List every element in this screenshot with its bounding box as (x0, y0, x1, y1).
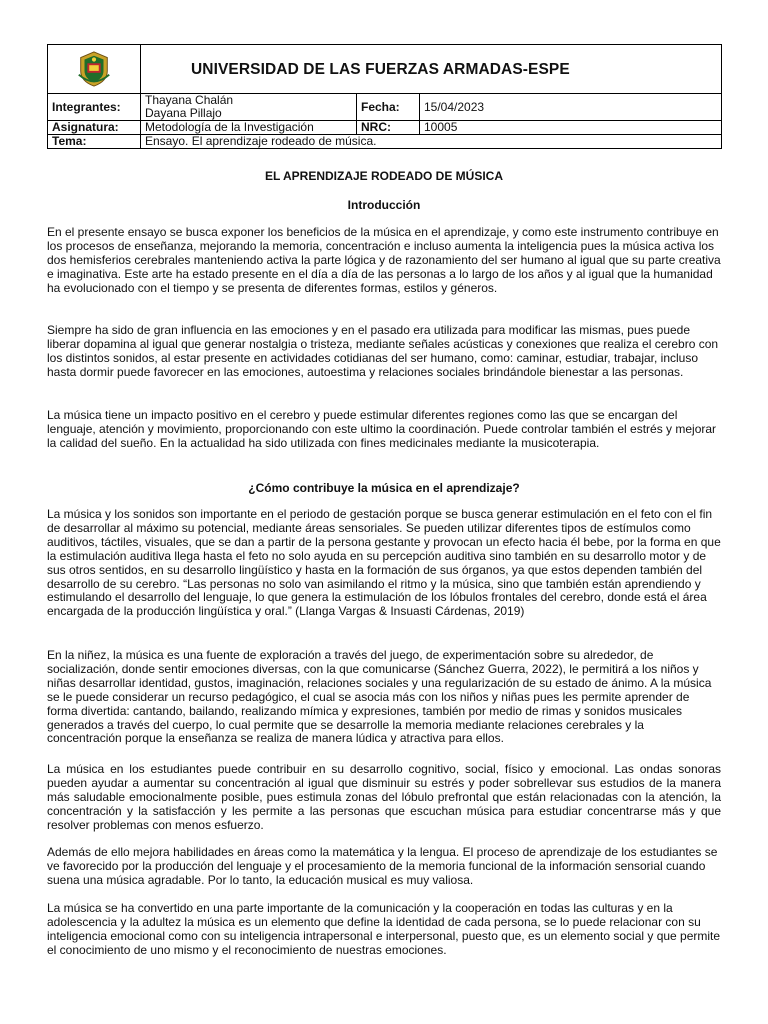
tema-value: Ensayo. El aprendizaje rodeado de música. (141, 135, 722, 149)
label-tema: Tema: (48, 135, 141, 149)
label-integrantes: Integrantes: (48, 94, 141, 121)
intro-heading: Introducción (347, 198, 421, 212)
integrante-name: Thayana Chalán (145, 93, 234, 107)
asignatura-value: Metodología de la Investigación (141, 121, 357, 135)
fecha-value: 15/04/2023 (420, 94, 722, 121)
document-title: EL APRENDIZAJE RODEADO DE MÚSICA (264, 169, 504, 183)
paragraph: La música tiene un impacto positivo en el cerebro y puede estimular diferentes regiones como las que se encargan del lenguaje, atención y movimiento, proporcionando con este ultimo la coordinación. Puede controlar también el estrés y mejorar la calidad del sueño. En la actualidad ha sido utilizada con fines medicinales mediante la musicoterapia. (47, 408, 717, 450)
paragraph: La música y los sonidos son importante en el periodo de gestación porque se busca generar estimulación en el feto con el fin de desarrollar al máximo su potencial, mediante áreas sensoriales. Se pueden utilizar diferentes tipos de estímulos como auditivos, táctiles, visuales, que se dan a partir de la persona gestante y provocan un efecto hacia él bebe, por la forma en que la estimulación auditiva llega hasta el feto no solo ayuda en su percepción auditiva sino también en su desarrollo motor y de sus otros sentidos, en su desarrollo lingüístico y hasta en la formación de sus órganos, ya que estos dependen también del desarrollo de su cerebro. “Las personas no solo van asimilando el ritmo y la música, sino que también están aprendiendo y estimulando el desarrollo del lenguaje, lo que genera la estimulación de los lóbulos frontales del cerebro, donde está el área encargada de la producción lingüística y oral.” (Llanga Vargas & Insuasti Cárdenas, 2019) (47, 507, 721, 619)
label-fecha: Fecha: (357, 94, 420, 121)
section-heading: ¿Cómo contribuye la música en el aprendizaje? (248, 481, 520, 495)
label-nrc: NRC: (357, 121, 420, 135)
header-table (47, 44, 722, 149)
integrantes-value (141, 94, 357, 121)
integrante-name: Dayana Pillajo (145, 106, 222, 120)
paragraph: Además de ello mejora habilidades en áreas como la matemática y la lengua. El proceso de aprendizaje de los estudiantes se ve favorecido por la producción del lenguaje y el procesamiento de la memoria funcional de la información sensorial cuando suena una música agradable. Por lo tanto, la educación musical es muy valiosa. (47, 845, 718, 887)
logo-cell (48, 45, 141, 94)
paragraph: En la niñez, la música es una fuente de exploración a través del juego, de experimentación sobre su alrededor, de socialización, donde sentir emociones diversas, con la que comunicarse (Sánchez Guerra, 2022), le permitirá a los niños y niñas desarrollar identidad, gustos, imaginación, relaciones sociales y una regularización de su estado de ánimo. A la música se le puede considerar un recurso pedagógico, el cual se asocia más con los niños y niñas pues les permite aprender de forma divertida: cantando, bailando, realizando mímica y expresiones, también por medio de rimas y sonidos musicales generados a través del cuerpo, lo cual permite que se desarrolle la memoria mediante relaciones cerebrales y la concentración porque la enseñanza se realiza de manera lúdica y atractiva para ellos. (47, 648, 712, 746)
paragraph: En el presente ensayo se busca exponer los beneficios de la música en el aprendizaje, y como este instrumento contribuye en los procesos de enseñanza, mejorando la memoria, concentración e incluso aumenta la inteligencia pues la música activa los dos hemisferios cerebrales manteniendo activa la parte lógica y de razonamiento del ser humano al igual que su parte creativa e imaginativa. Este arte ha estado presente en el día a día de las personas a lo largo de los años y al igual que la humanidad ha evolucionado con el tiempo y se presenta de diferentes formas, estilos y géneros. (47, 225, 721, 295)
nrc-value: 10005 (420, 121, 722, 135)
university-logo-icon (75, 50, 113, 88)
paragraph: La música se ha convertido en una parte importante de la comunicación y la cooperación en todas las culturas y en la adolescencia y la adultez la música es un elemento que define la identidad de cada persona, se lo puede relacionar con su inteligencia emocional como con su inteligencia intrapersonal e interpersonal, puesto que, es un elemento social y que permite el conocimiento de uno mismo y el reconocimiento de nuestras emociones. (47, 901, 721, 957)
university-title: UNIVERSIDAD DE LAS FUERZAS ARMADAS-ESPE (141, 45, 722, 94)
paragraph: Siempre ha sido de gran influencia en las emociones y en el pasado era utilizada para modificar las mismas, pues puede liberar dopamina al igual que generar nostalgia o tristeza, mediante señales acústicas y conexiones que realiza el cerebro con los distintos sonidos, al estar presente en actividades cotidianas del ser humano, como: caminar, estudiar, trabajar, incluso hasta dormir puede favorecer en las emociones, autoestima y relaciones sociales brindándole bienestar a las personas. (47, 323, 719, 379)
label-asignatura: Asignatura: (48, 121, 141, 135)
paragraph: La música en los estudiantes puede contribuir en su desarrollo cognitivo, social, físico y emocional. Las ondas sonoras pueden ayudar a aumentar su concentración al igual que disminuir su estrés y poder sobrellevar sus estudios de la manera más saludable emocionalmente posible, pues estimula zonas del lóbulo prefrontal que están relacionadas con la atención, la concentración y la satisfacción y les permite a las personas que escuchan música para estudiar concentrarse más y que resolver problemas con menos esfuerzo. (47, 762, 721, 832)
